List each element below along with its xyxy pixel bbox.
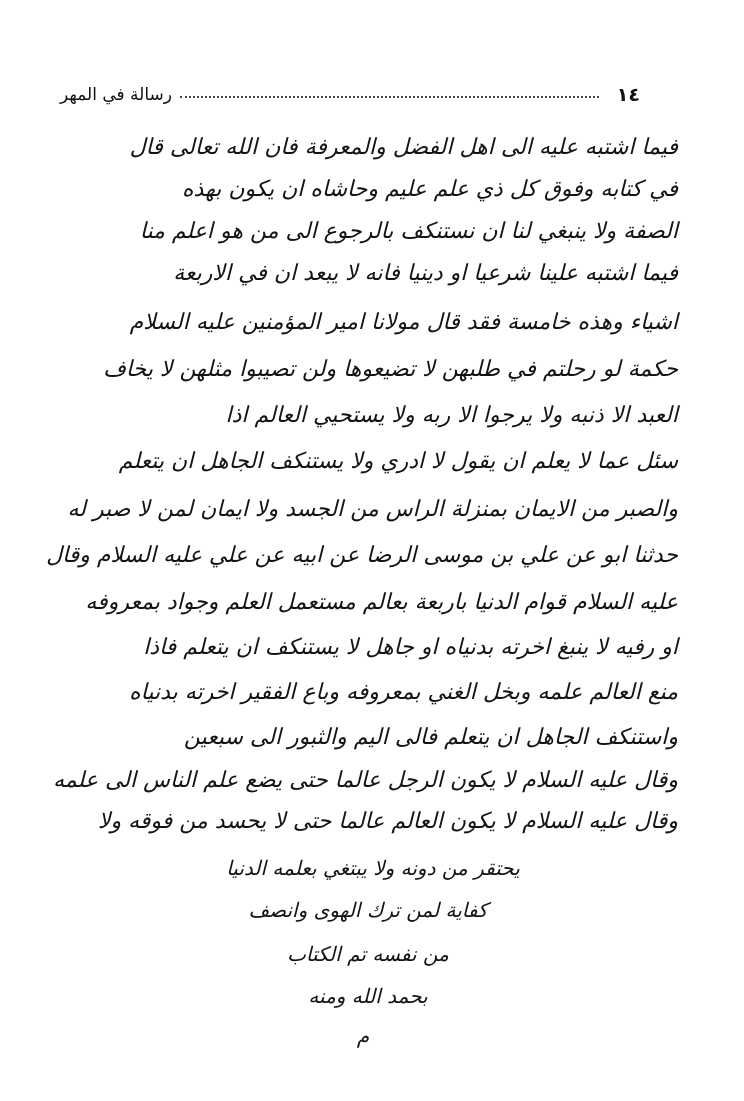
running-header: [60, 80, 640, 110]
manuscript-line: سئل عما لا يعلم ان يقول لا ادري ولا يستنكف الجاهل ان يتعلم: [118, 449, 678, 474]
manuscript-line: فيما اشتبه علينا شرعيا او دينيا فانه لا يبعد ان في الاربعة: [173, 261, 678, 286]
manuscript-line: في كتابه وفوق كل ذي علم عليم وحاشاه ان يكون بهذه: [182, 177, 678, 202]
manuscript-line: حكمة لو رحلتم في طلبهن لا تضيعوها ولن تصيبوا مثلهن لا يخاف: [103, 357, 678, 382]
manuscript-line: وقال عليه السلام لا يكون العالم عالما حتى لا يحسد من فوقه ولا: [97, 809, 678, 834]
closing-line: من نفسه تم الكتاب: [287, 942, 449, 966]
manuscript-line: فيما اشتبه عليه الى اهل الفضل والمعرفة فان الله تعالى قال: [129, 135, 678, 160]
manuscript-line: واستنكف الجاهل ان يتعلم فالى اليم والثبور الى سبعين: [183, 725, 678, 750]
manuscript-line: منع العالم علمه وبخل الغني بمعروفه وباع الفقير اخرته بدنياه: [129, 680, 678, 705]
closing-line: بحمد الله ومنه: [308, 984, 428, 1008]
manuscript-line: العبد الا ذنبه ولا يرجوا الا ربه ولا يستحيي العالم اذا: [225, 403, 678, 428]
manuscript-line: والصبر من الايمان بمنزلة الراس من الجسد ولا ايمان لمن لا صبر له: [67, 497, 678, 522]
manuscript-line: وقال عليه السلام لا يكون الرجل عالما حتى يضع علم الناس الى علمه: [53, 768, 678, 793]
manuscript-line: الصفة ولا ينبغي لنا ان نستنكف بالرجوع الى من هو اعلم منا: [139, 219, 678, 244]
page-number: ١٤: [616, 84, 640, 106]
manuscript-line: عليه السلام قوام الدنيا باربعة بعالم مستعمل العلم وجواد بمعروفه: [85, 590, 678, 615]
manuscript-page: [46, 128, 678, 1063]
closing-line: يحتقر من دونه ولا يبتغي بعلمه الدنيا: [226, 856, 520, 880]
manuscript-line: حدثنا ابو عن علي بن موسى الرضا عن ابيه عن علي عليه السلام وقال: [46, 543, 678, 568]
closing-line: كفاية لمن ترك الهوى وانصف: [248, 898, 488, 922]
closing-line: م: [356, 1024, 370, 1048]
running-title: رسالة في المهر: [60, 85, 172, 105]
header-dot-leader: [180, 96, 599, 98]
manuscript-line: اشياء وهذه خامسة فقد قال مولانا امير المؤمنين عليه السلام: [129, 310, 678, 335]
manuscript-line: او رفيه لا ينبغ اخرته بدنياه او جاهل لا يستنكف ان يتعلم فاذا: [143, 635, 678, 660]
